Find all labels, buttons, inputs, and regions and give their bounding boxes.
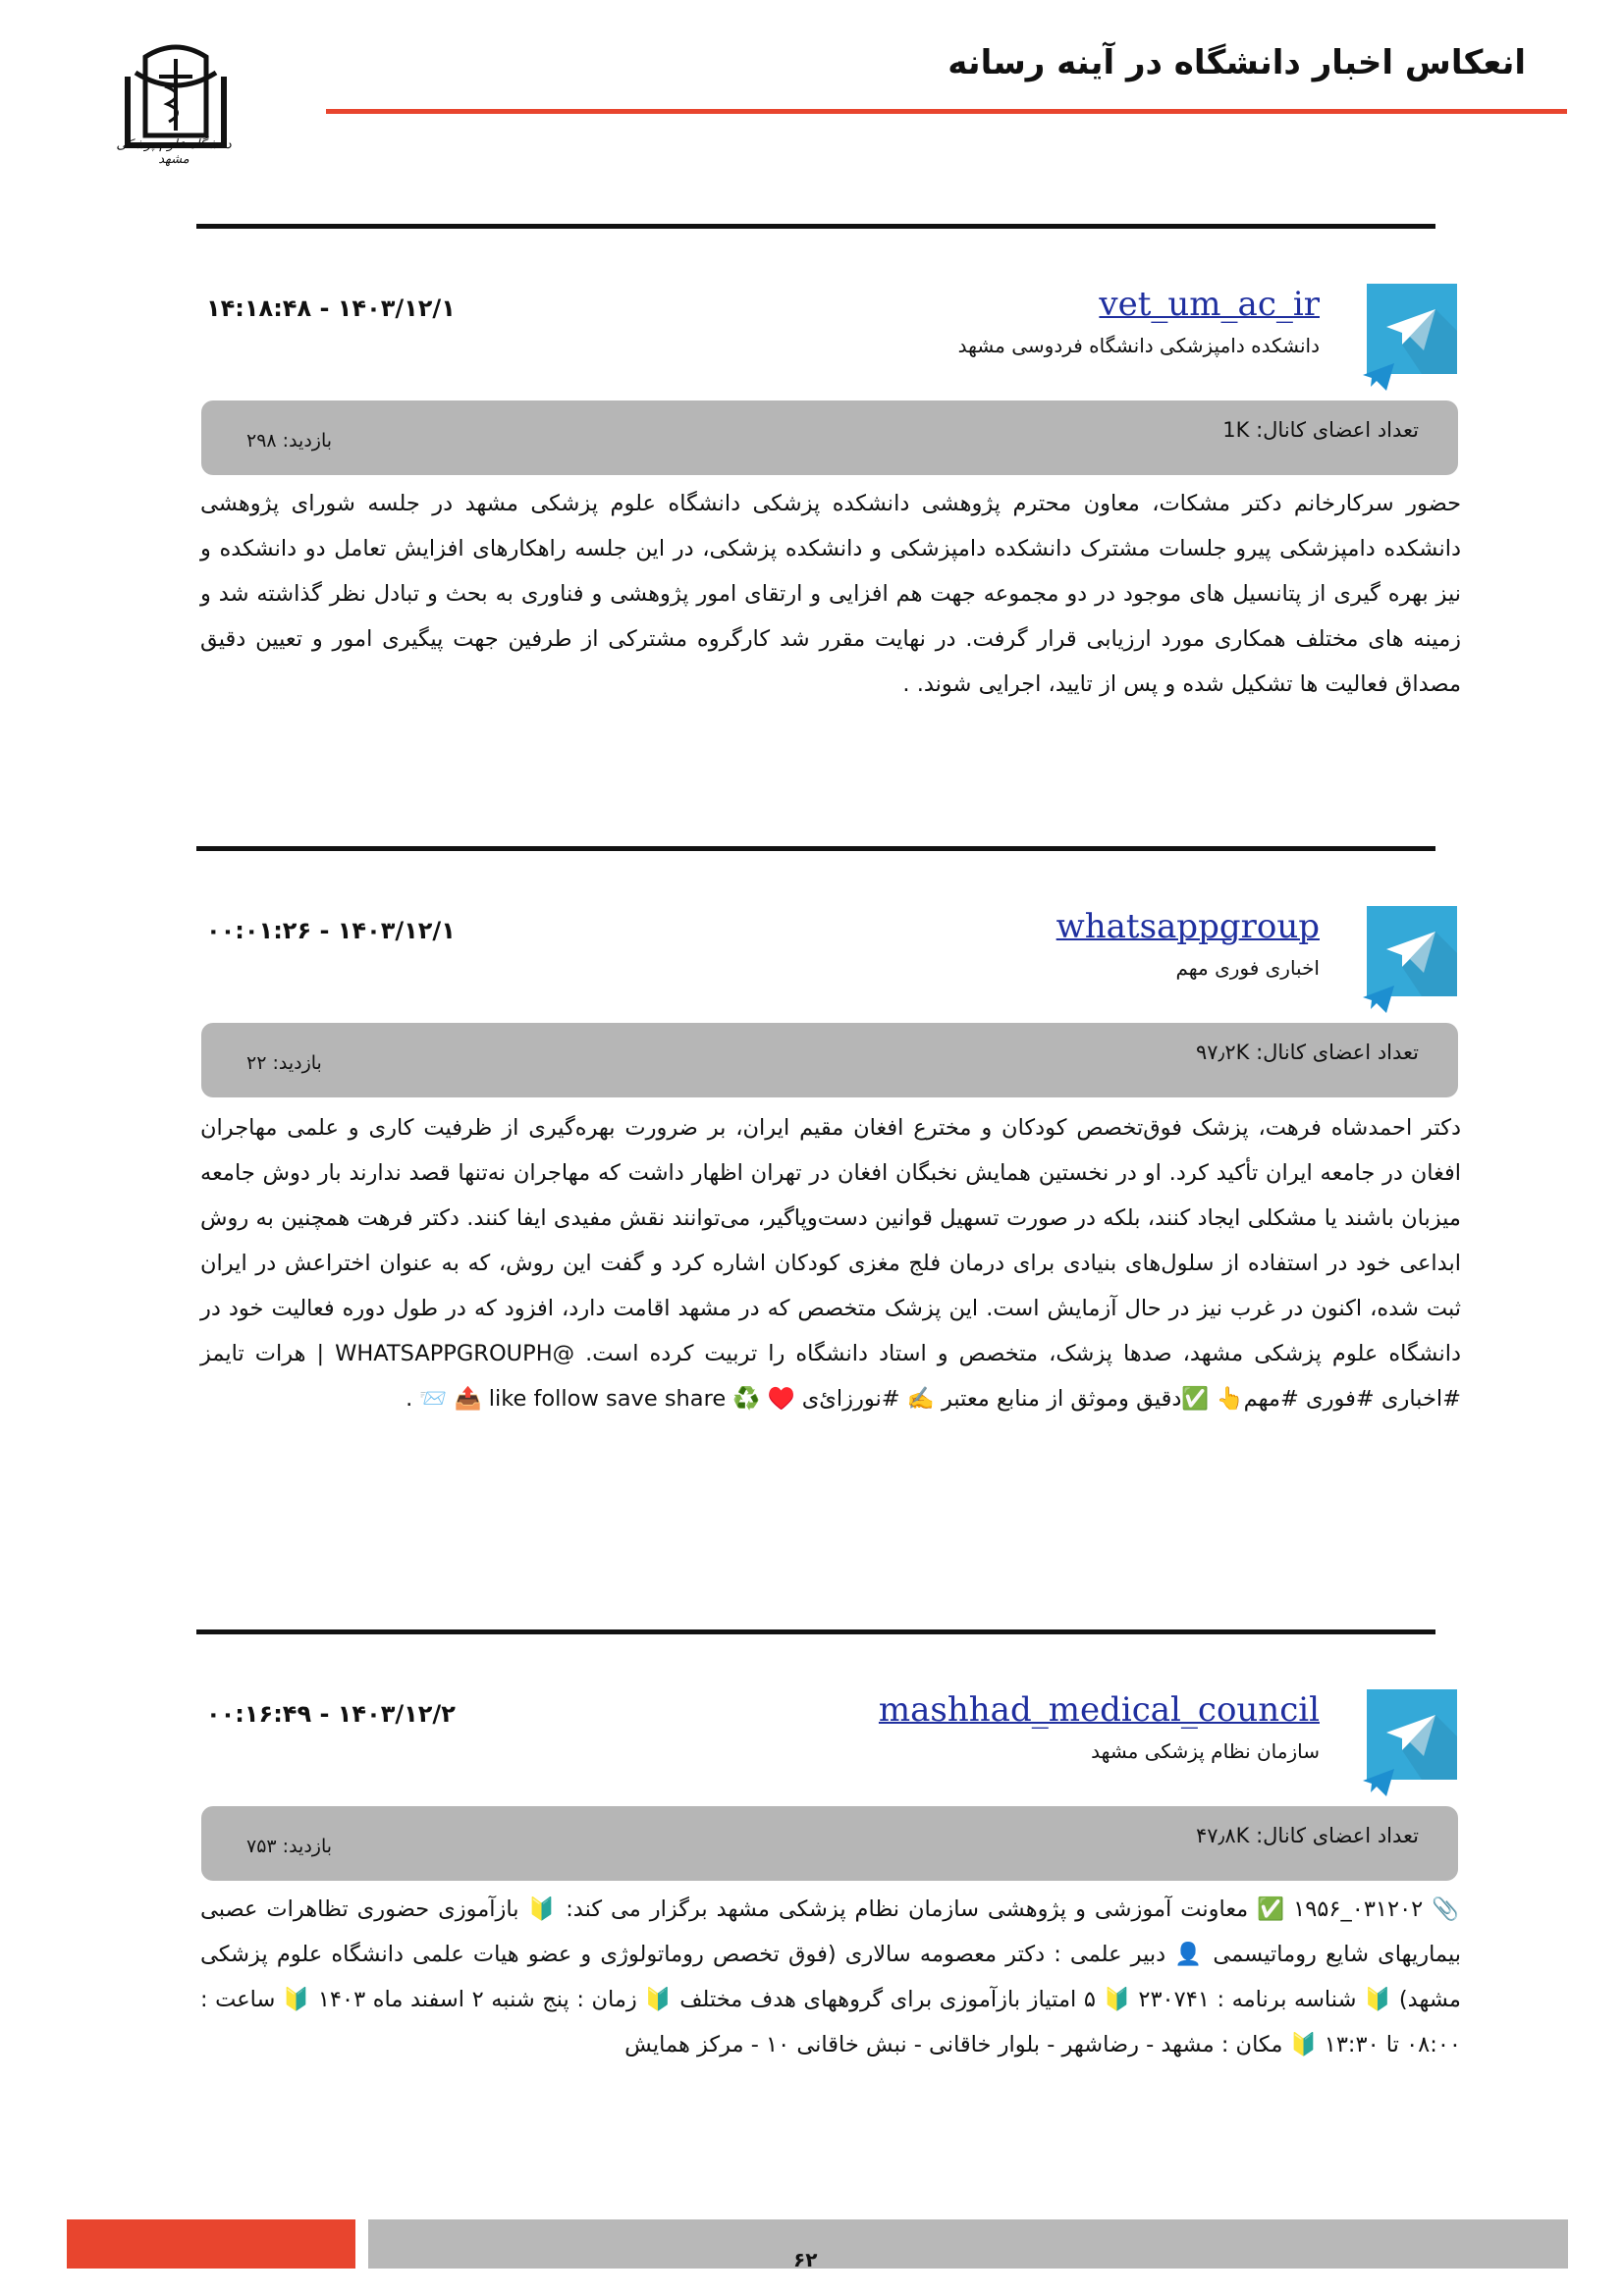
post-body: حضور سرکارخانم دکتر مشکات، معاون محترم پژوهشی دانشکده پزشکی دانشگاه علوم پزشکی مشهد در جلسه شورای پژوهشی دانشکده دامپزشکی پیرو جلسات مشترک دانشکده دامپزشکی و دانشکده پزشکی، در این جلسه راهکارهای افزایش تعامل دو دانشکده و نیز بهره گیری از پتانسیل های موجود در دو مجموعه جهت هم افزایی و ارتقای امور پژوهشی و فناوری به بحث و تبادل نظر گذاشته شد و زمینه های مختلف همکاری مورد ارزیابی قرار گرفت. در نهایت مقرر شد کارگروه مشترکی از طرفین جهت پیگیری امور و تعیین دقیق مصداق فعالیت ها تشکیل شده و پس از تایید، اجرایی شوند. . (200, 491, 1461, 697)
channel-link[interactable]: mashhad_medical_council (878, 1690, 1320, 1730)
section-divider (196, 224, 1435, 229)
stats-bar (201, 400, 1458, 475)
telegram-plane-icon (1361, 361, 1396, 393)
view-count: بازدید: ۷۵۳ (246, 1836, 333, 1857)
section-divider (196, 1629, 1435, 1634)
view-count: بازدید: ۲۲ (246, 1052, 322, 1074)
post-body: دکتر احمدشاه فرهت، پزشک فوق‌تخصص کودکان و مخترع افغان مقیم ایران، بر ضرورت بهره‌گیری از ظرفیت کاری و علمی مهاجران افغان در جامعه ایران تأکید کرد. او در نخستین همایش نخبگان افغان در تهران اظهار داشت که مهاجران نه‌تنها قصد ندارند بار دوش جامعه میزبان باشند یا مشکلی ایجاد کنند، بلکه در صورت تسهیل قوانین دست‌وپاگیر، می‌توانند نقش مفیدی ایفا کنند. دکتر فرهت همچنین به روش ابداعی خود در استفاده از سلول‌های بنیادی برای درمان فلج مغزی کودکان اشاره کرد و گفت این روش، که به عنوان اختراعش در ایران ثبت شده، اکنون در غرب نیز در حال آزمایش است. این پزشک متخصص که در مشهد اقامت دارد، افزود که در طول دوره فعالیت خود در دانشگاه علوم پزشکی مشهد، صدها پزشک، متخصص و استاد دانشگاه را تربیت کرده است. @WHATSAPPGROUPH | هرات تایمز #اخباری #فوری #مهم👆 ✅دقیق وموثق از منابع معتبر ✍️ #نورزائ‌ی ♥️ ♻️ like follow save share 📤 📨 . (200, 1115, 1461, 1412)
logo-caption: دانشگاه علوم پزشکی مشهد (116, 137, 232, 167)
channel-description: دانشکده دامپزشکی دانشگاه فردوسی مشهد (957, 334, 1320, 357)
view-count: بازدید: ۲۹۸ (246, 430, 333, 452)
member-count: تعداد اعضای کانال: ۴۷٫۸K (1195, 1824, 1419, 1847)
channel-description: اخباری فوری مهم (1175, 956, 1320, 980)
footer-bar (368, 2219, 1568, 2269)
page-header-title: انعکاس اخبار دانشگاه در آینه رسانه (947, 43, 1526, 82)
page-number: ۶۲ (793, 2248, 818, 2271)
channel-link[interactable]: vet_um_ac_ir (1099, 285, 1320, 324)
post-datetime: ۱۴۰۳/۱۲/۱ - ۰۰:۰۱:۲۶ (206, 917, 456, 944)
post-datetime: ۱۴۰۳/۱۲/۱ - ۱۴:۱۸:۴۸ (206, 294, 456, 322)
stats-bar (201, 1023, 1458, 1097)
stats-bar (201, 1806, 1458, 1881)
section-divider (196, 846, 1435, 851)
telegram-plane-icon (1361, 984, 1396, 1015)
channel-description: سازمان نظام پزشکی مشهد (1091, 1739, 1320, 1763)
member-count: تعداد اعضای کانال: 1K (1222, 418, 1419, 442)
footer-accent-bar (67, 2219, 355, 2269)
post-body: 📎 ۰۳۱۲۰۲_۱۹۵۶ ✅ معاونت آموزشی و پژوهشی سازمان نظام پزشکی مشهد برگزار می کند: 🔰 بازآموزی حضوری تظاهرات عصبی بیماریهای شایع روماتیسمی 👤 دبیر علمی : دکتر معصومه سالاری (فوق تخصص روماتولوژی و عضو هیات علمی دانشگاه علوم پزشکی مشهد) 🔰 شناسه برنامه : ۲۳۰۷۴۱ 🔰 ۵ امتیاز بازآموزی برای گروههای هدف مختلف 🔰 زمان : پنج شنبه ۲ اسفند ماه ۱۴۰۳ 🔰 ساعت : ۰۸:۰۰ تا ۱۳:۳۰ 🔰 مکان : مشهد - رضاشهر - بلوار خاقانی - نبش خاقانی ۱۰ - مرکز همایش (200, 1896, 1461, 2057)
post-datetime: ۱۴۰۳/۱۲/۲ - ۰۰:۱۶:۴۹ (206, 1700, 456, 1728)
telegram-plane-icon (1361, 1767, 1396, 1798)
header-divider (326, 109, 1567, 114)
member-count: تعداد اعضای کانال: ۹۷٫۲K (1195, 1041, 1419, 1064)
channel-link[interactable]: whatsappgroup (1056, 907, 1320, 946)
